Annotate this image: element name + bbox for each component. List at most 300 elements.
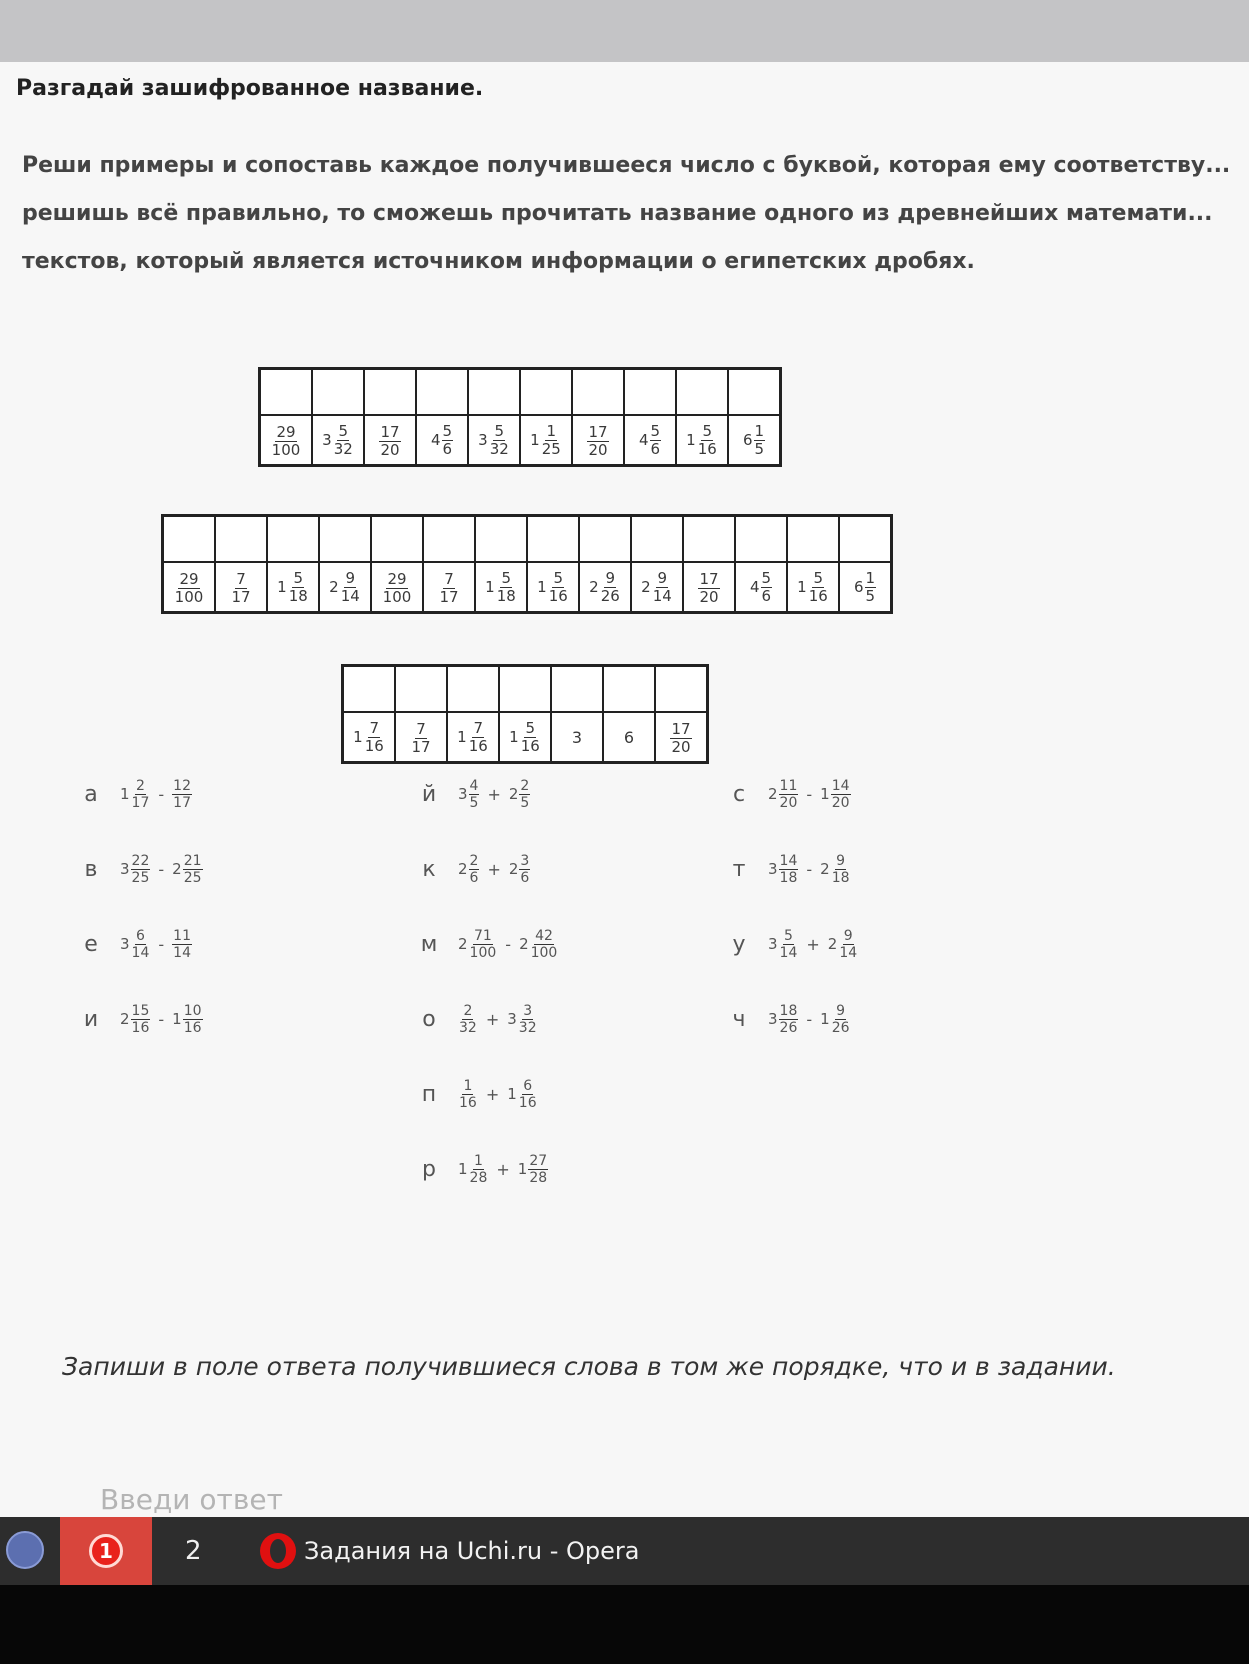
operator: + [806, 934, 820, 954]
whole-part: 2 [641, 578, 651, 596]
whole-part: 3 [478, 431, 488, 449]
workspace-1-badge: 1 [89, 1534, 123, 1568]
answer-letter-cell[interactable] [416, 369, 468, 416]
code-cell [527, 562, 579, 613]
denominator: 14 [652, 586, 672, 605]
launcher-icon[interactable] [6, 1531, 44, 1569]
code-cell [395, 712, 447, 763]
answer-letter-cell[interactable] [395, 666, 447, 713]
numerator: 5 [442, 421, 453, 440]
example-letter: е [84, 931, 98, 957]
fraction [131, 853, 151, 886]
example-expression [768, 778, 851, 811]
whole-part: 1 [820, 785, 830, 803]
mixed-number [509, 778, 530, 811]
answer-letter-cell[interactable] [527, 516, 579, 563]
answer-letter-cell[interactable] [364, 369, 416, 416]
numerator: 14 [831, 777, 850, 794]
code-cell [371, 562, 423, 613]
fraction [600, 570, 621, 605]
mixed-number [353, 720, 385, 755]
example-п [400, 1069, 700, 1119]
answer-letter-cell[interactable] [312, 369, 364, 416]
operator: + [485, 1084, 500, 1104]
numerator: 3 [520, 852, 530, 869]
whole-part: 1 [120, 785, 130, 803]
denominator: 100 [271, 440, 301, 459]
mixed-number [828, 928, 858, 961]
fraction [340, 570, 361, 605]
numerator: 5 [293, 568, 304, 587]
fraction [779, 1003, 799, 1036]
code-cell [579, 562, 631, 613]
mixed-number [507, 1003, 537, 1036]
operator: - [806, 784, 813, 804]
numerator: 2 [463, 1002, 473, 1019]
fraction [131, 1003, 151, 1036]
whole-part: 1 [509, 728, 519, 746]
mixed-number [587, 424, 608, 459]
numerator: 4 [469, 777, 479, 794]
code-cell [260, 415, 313, 466]
denominator: 17 [131, 794, 150, 811]
code-cell [839, 562, 892, 613]
numerator: 7 [369, 718, 380, 737]
numerator: 71 [474, 927, 492, 944]
denominator: 32 [518, 1019, 537, 1036]
numerator: 17 [699, 569, 719, 588]
numerator: 14 [779, 852, 798, 869]
example-в [62, 844, 362, 894]
numerator: 42 [535, 927, 553, 944]
fraction [410, 721, 431, 756]
mixed-number [686, 423, 718, 458]
code-cell [267, 562, 319, 613]
answer-letter-cell[interactable] [215, 516, 267, 563]
mixed-number [172, 1003, 202, 1036]
mixed-number [382, 571, 413, 606]
whole-part: 3 [322, 431, 332, 449]
denominator: 17 [411, 737, 431, 756]
window-title: Задания на Uchi.ru - Opera [304, 1537, 640, 1565]
fraction [528, 1153, 548, 1186]
answer-letter-cell[interactable] [163, 516, 216, 563]
answer-letter-cell[interactable] [735, 516, 787, 563]
whole-part: 2 [508, 860, 519, 878]
answer-letter-cell[interactable] [655, 666, 708, 713]
example-expression [458, 1078, 538, 1111]
whole-part: 1 [485, 578, 495, 596]
mixed-number [410, 721, 431, 756]
workspace-1-button[interactable] [60, 1517, 152, 1585]
whole-part: 1 [820, 1010, 830, 1028]
code-cell [624, 415, 676, 466]
example-letter: р [422, 1156, 436, 1182]
answer-letter-cell[interactable] [579, 516, 631, 563]
mixed-number [322, 423, 354, 458]
fraction [469, 778, 480, 811]
whole-part: 1 [507, 1085, 517, 1103]
mixed-number [518, 1153, 548, 1186]
task-page [0, 62, 1249, 1517]
answer-letter-cell[interactable] [267, 516, 319, 563]
answer-letter-cell[interactable] [371, 516, 423, 563]
numerator: 17 [588, 422, 608, 441]
example-т [710, 844, 1010, 894]
answer-letter-cell[interactable] [475, 516, 527, 563]
fraction [438, 571, 459, 606]
example-letter: с [732, 781, 746, 807]
denominator: 18 [496, 586, 516, 605]
fraction [808, 570, 829, 605]
code-cell [319, 562, 371, 613]
opera-window-button[interactable] [260, 1517, 640, 1585]
fraction [468, 720, 489, 755]
code-cell [423, 562, 475, 613]
fraction [530, 928, 559, 961]
denominator: 20 [588, 440, 608, 459]
numerator: 7 [444, 569, 454, 588]
denominator: 17 [439, 587, 459, 606]
answer-letter-cell[interactable] [447, 666, 499, 713]
whole-part: 1 [537, 578, 547, 596]
mixed-number [438, 571, 459, 606]
fraction [382, 571, 413, 606]
answer-letter-cell[interactable] [260, 369, 313, 416]
numerator: 1 [546, 421, 557, 440]
numerator: 1 [463, 1077, 473, 1094]
whole-part: 6 [853, 578, 864, 596]
denominator: 16 [131, 1019, 150, 1036]
numerator: 29 [387, 569, 407, 588]
cipher-table-2 [161, 514, 893, 614]
fraction [131, 778, 151, 811]
mixed-number [120, 928, 150, 961]
denominator: 20 [380, 440, 400, 459]
operator: + [487, 784, 501, 804]
example-expression [458, 928, 558, 961]
fraction [230, 571, 251, 606]
mixed-number [639, 423, 661, 458]
denominator: 25 [541, 439, 561, 458]
mixed-number [172, 928, 192, 961]
fraction [333, 423, 354, 458]
answer-letter-cell[interactable] [683, 516, 735, 563]
answer-letter-cell[interactable] [676, 369, 728, 416]
example-expression [120, 1003, 203, 1036]
example-expression [458, 1153, 548, 1186]
example-letter: й [421, 781, 437, 807]
code-cell [468, 415, 520, 466]
example-expression [768, 1003, 851, 1036]
answer-letter-cell[interactable] [551, 666, 603, 713]
denominator: 14 [131, 944, 150, 961]
mixed-number [519, 928, 558, 961]
denominator: 28 [529, 1169, 548, 1186]
example-у [710, 919, 1010, 969]
fraction [761, 570, 773, 605]
answer-letter-cell[interactable] [423, 516, 475, 563]
example-и [62, 994, 362, 1044]
numerator: 5 [338, 421, 349, 440]
code-cell [163, 562, 216, 613]
whole-part: 2 [120, 1010, 130, 1028]
mixed-number [820, 778, 850, 811]
fraction [519, 778, 530, 811]
mixed-number [230, 571, 251, 606]
denominator: 14 [779, 944, 798, 961]
denominator: 6 [469, 869, 479, 886]
whole-part: 3 [768, 1010, 778, 1028]
code-cell [551, 712, 603, 763]
denominator: 5 [520, 794, 530, 811]
operator: - [505, 934, 512, 954]
example-letter: у [732, 931, 746, 957]
example-letter: в [84, 856, 98, 882]
denominator: 28 [469, 1169, 488, 1186]
fraction [379, 424, 400, 459]
code-cell [343, 712, 396, 763]
fraction [670, 721, 691, 756]
numerator: 9 [345, 568, 356, 587]
answer-letter-cell[interactable] [603, 666, 655, 713]
fraction [519, 853, 530, 886]
whole-part: 4 [638, 431, 649, 449]
mixed-number [768, 853, 798, 886]
workspace-2-button[interactable]: 2 [185, 1536, 202, 1566]
numerator: 5 [501, 568, 512, 587]
mixed-number [670, 721, 691, 756]
numerator: 17 [380, 422, 400, 441]
numerator: 5 [553, 568, 564, 587]
denominator: 14 [839, 944, 858, 961]
code-cell [475, 562, 527, 613]
whole-part: 6 [623, 727, 635, 747]
example-о [400, 994, 700, 1044]
code-cell [447, 712, 499, 763]
fraction [469, 928, 498, 961]
operator: - [158, 1009, 165, 1029]
numerator: 17 [671, 719, 691, 738]
code-cell [364, 415, 416, 466]
mixed-number [768, 778, 798, 811]
example-letter: ч [732, 1006, 746, 1032]
example-expression [120, 853, 203, 886]
code-cell [312, 415, 364, 466]
denominator: 25 [131, 869, 150, 886]
whole-part: 4 [749, 578, 760, 596]
denominator: 6 [761, 586, 772, 605]
whole-part: 1 [530, 431, 540, 449]
mixed-number [768, 1003, 798, 1036]
cipher-table-3 [341, 664, 709, 764]
mixed-number [271, 424, 302, 459]
answer-letter-cell[interactable] [520, 369, 572, 416]
mixed-number [698, 571, 719, 606]
denominator: 6 [650, 439, 661, 458]
numerator: 6 [523, 1077, 533, 1094]
answer-input[interactable] [100, 1482, 700, 1516]
denominator: 18 [288, 586, 308, 605]
whole-part: 3 [507, 1010, 517, 1028]
mixed-number [431, 423, 453, 458]
operator: - [158, 859, 165, 879]
code-cell [520, 415, 572, 466]
numerator: 1 [754, 421, 765, 440]
numerator: 29 [179, 569, 199, 588]
denominator: 26 [831, 1019, 850, 1036]
whole-part: 1 [458, 1160, 468, 1178]
answer-letter-cell[interactable] [624, 369, 676, 416]
operator: - [158, 934, 165, 954]
numerator: 9 [843, 927, 853, 944]
mixed-number [120, 853, 150, 886]
example-й [400, 769, 700, 819]
numerator: 6 [136, 927, 145, 944]
numerator: 9 [605, 568, 616, 587]
denominator: 17 [173, 794, 191, 811]
answer-letter-cell[interactable] [839, 516, 892, 563]
example-letter: а [84, 781, 98, 807]
mixed-number [172, 853, 202, 886]
example-letter: к [422, 856, 436, 882]
whole-part: 2 [458, 935, 468, 953]
numerator: 2 [136, 777, 145, 794]
cipher-table-1 [258, 367, 782, 467]
fraction [520, 720, 541, 755]
fraction [442, 423, 454, 458]
fraction [364, 720, 385, 755]
denominator: 16 [808, 586, 828, 605]
numerator: 5 [784, 927, 793, 944]
denominator: 100 [530, 944, 558, 961]
denominator: 100 [382, 587, 412, 606]
denominator: 6 [520, 869, 530, 886]
mixed-number [458, 1003, 478, 1036]
example-expression [120, 778, 192, 811]
answer-letter-cell[interactable] [572, 369, 624, 416]
code-cell [655, 712, 708, 763]
fraction [865, 570, 877, 605]
denominator: 18 [779, 869, 798, 886]
mixed-number [478, 423, 510, 458]
whole-part: 2 [172, 860, 182, 878]
mixed-number [457, 720, 489, 755]
numerator: 7 [473, 718, 484, 737]
numerator: 9 [657, 568, 668, 587]
mixed-number [820, 853, 850, 886]
opera-icon [260, 1533, 296, 1569]
mixed-number [458, 778, 479, 811]
task-instructions: Реши примеры и сопоставь каждое получившееся число с буквой, которая ему соответству... решишь всё правильно, то сможешь прочитать название одного из древнейших математи... текстов, который является источником информации о египетских дробях. [22, 153, 1231, 274]
denominator: 6 [442, 439, 453, 458]
example-expression [458, 853, 530, 886]
fraction [288, 570, 309, 605]
example-letter: п [421, 1081, 437, 1107]
task-title: Разгадай зашифрованное название. [16, 76, 484, 101]
fraction [587, 424, 608, 459]
whole-part: 3 [768, 935, 778, 953]
whole-part: 1 [686, 431, 696, 449]
numerator: 9 [836, 852, 846, 869]
mixed-number [797, 570, 829, 605]
denominator: 16 [697, 439, 717, 458]
mixed-number [485, 570, 517, 605]
mixed-number [820, 1003, 850, 1036]
mixed-number [120, 778, 150, 811]
numerator: 1 [865, 568, 876, 587]
code-cell [572, 415, 624, 466]
example-а [62, 769, 362, 819]
screen-bottom [0, 1585, 1249, 1664]
example-letter: о [422, 1006, 436, 1032]
answer-letter-cell[interactable] [728, 369, 781, 416]
whole-part: 2 [508, 785, 519, 803]
denominator: 32 [459, 1019, 477, 1036]
example-м [400, 919, 700, 969]
answer-letter-cell[interactable] [787, 516, 839, 563]
whole-part: 2 [820, 860, 830, 878]
denominator: 32 [489, 439, 509, 458]
example-letter: т [732, 856, 746, 882]
mixed-number [458, 928, 497, 961]
mixed-number [509, 853, 530, 886]
whole-part: 1 [797, 578, 807, 596]
example-к [400, 844, 700, 894]
whole-part: 1 [172, 1010, 182, 1028]
fraction [172, 928, 192, 961]
fraction [458, 1003, 478, 1036]
code-cell [416, 415, 468, 466]
code-cell [631, 562, 683, 613]
example-letter: и [83, 1006, 99, 1032]
mixed-number [174, 571, 205, 606]
numerator: 5 [494, 421, 505, 440]
mixed-number [458, 853, 479, 886]
denominator: 32 [333, 439, 353, 458]
example-expression [458, 1003, 538, 1036]
fraction [496, 570, 517, 605]
numerator: 11 [779, 777, 798, 794]
mixed-number [768, 928, 798, 961]
mixed-number [743, 423, 765, 458]
numerator: 5 [702, 421, 713, 440]
answer-letter-cell[interactable] [631, 516, 683, 563]
code-cell [735, 562, 787, 613]
answer-letter-cell[interactable] [499, 666, 551, 713]
fraction [779, 928, 799, 961]
mixed-number [624, 728, 634, 747]
denominator: 16 [518, 1094, 537, 1111]
whole-part: 1 [517, 1160, 528, 1178]
fraction [458, 1078, 478, 1111]
answer-letter-cell[interactable] [319, 516, 371, 563]
example-р [400, 1144, 700, 1194]
whole-part: 2 [768, 785, 778, 803]
fraction [172, 778, 192, 811]
numerator: 2 [469, 852, 479, 869]
answer-letter-cell[interactable] [343, 666, 396, 713]
answer-letter-cell[interactable] [468, 369, 520, 416]
denominator: 16 [364, 736, 384, 755]
numerator: 27 [529, 1152, 548, 1169]
whole-part: 1 [277, 578, 287, 596]
mixed-number [509, 720, 541, 755]
whole-part: 1 [457, 728, 467, 746]
numerator: 5 [761, 568, 772, 587]
fraction [697, 423, 718, 458]
whole-part: 6 [742, 431, 753, 449]
